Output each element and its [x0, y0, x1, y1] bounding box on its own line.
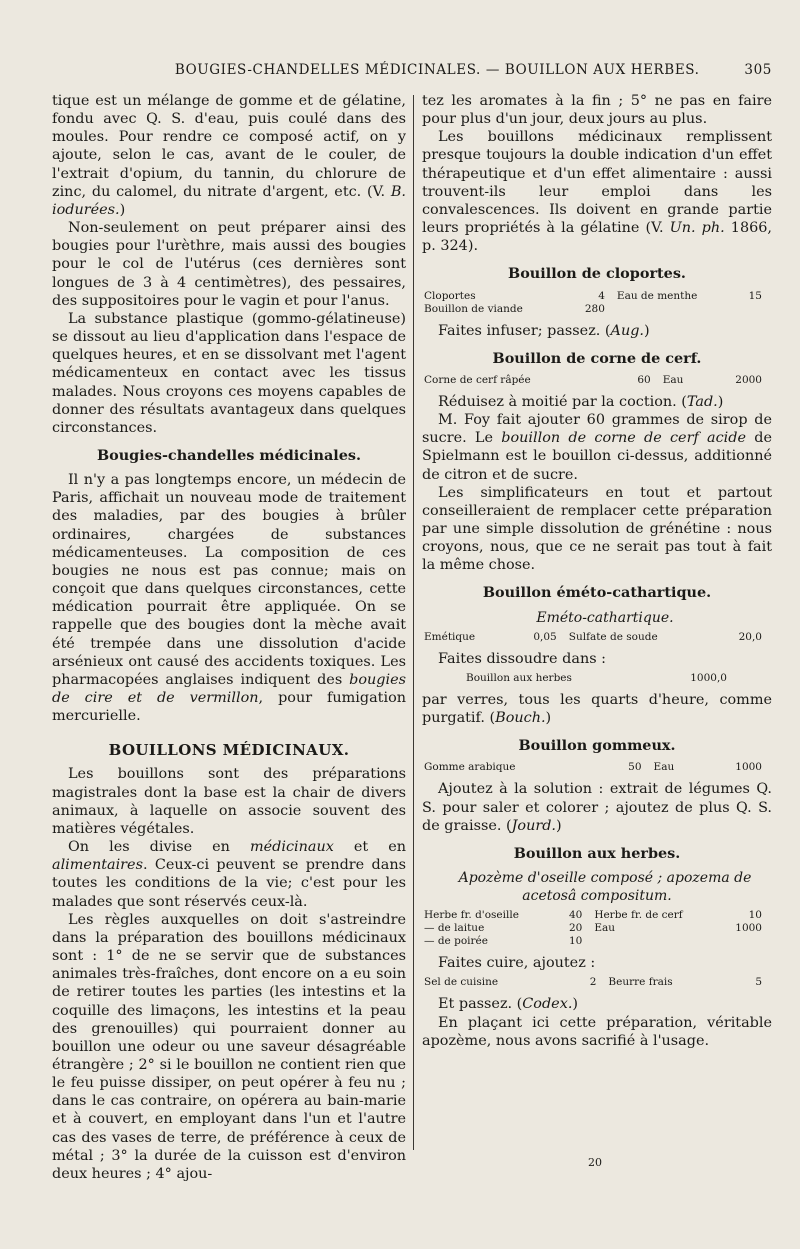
paragraph: Faites cuire, ajoutez :: [438, 955, 596, 972]
recipe-title-cloportes: Bouillon de cloportes.: [508, 265, 686, 283]
recipe-row: [422, 976, 772, 989]
text: 1866, p. 324).: [422, 220, 772, 255]
paragraph: [422, 411, 772, 484]
ingredient: Cloportes: [424, 289, 476, 302]
paragraph: [422, 393, 772, 411]
ingredient: Eau: [653, 761, 675, 774]
text: ): [572, 996, 579, 1013]
paragraph: [422, 995, 772, 1013]
recipe-row: [422, 631, 772, 644]
text: Faites infuser; passez. (: [438, 322, 611, 339]
recipe-table: [422, 374, 772, 387]
text: . Ceux-ci peuvent se prendre dans toutes les conditions de la vie; c'est pour les malades que sont réservés ceux-là.: [52, 857, 406, 910]
recipe-row: [422, 290, 772, 303]
ingredient: Herbe fr. d'oseille: [424, 909, 519, 922]
ingredient: Gomme arabique: [424, 761, 516, 774]
quantity: 10: [748, 909, 762, 922]
recipe-row: [422, 922, 772, 935]
paragraph: tez les aromates à la fin ; 5° ne pas en faire pour plus d'un jour, deux jours au plus.: [422, 93, 772, 128]
text: Ajoutez à la solution : extrait de légumes Q. S. pour saler et colorer ; ajoutez de plus Q. S. de graisse. (: [422, 781, 772, 834]
text: Les bouillons médicinaux remplissent presque toujours la double indication d'un effet thérapeutique et d'un effet alimentaire : aussi trouvent-ils leur emploi dans les convalescences. Ils doivent en grande partie leurs propriétés à la gélatine (V.: [422, 129, 772, 237]
paragraph: [52, 838, 406, 911]
paragraph: [422, 322, 772, 340]
emphasis: bouillon de corne de cerf acide: [501, 430, 747, 447]
recipe-row: [422, 374, 772, 387]
ingredient: Bouillon aux herbes: [466, 671, 572, 684]
text: M. Foy fait ajouter 60 grammes de sirop de sucre. Le: [422, 412, 772, 447]
paragraph: En plaçant ici cette préparation, véritable apozème, nous avons sacrifié à l'usage.: [422, 1014, 772, 1049]
quantity: 20,0: [738, 630, 762, 643]
ingredient: — de laitue: [424, 922, 485, 935]
recipe-subtitle: Apozème d'oseille composé ; apozema de acetosâ compositum.: [458, 870, 752, 905]
text: , pour fumigation mercurielle.: [52, 690, 407, 725]
section-heading-bougies: Bougies-chandelles médicinales.: [96, 446, 362, 464]
running-title: BOUGIES-CHANDELLES MÉDICINALES. — BOUILLON AUX HERBES.: [174, 62, 700, 78]
recipe-title-cerf: Bouillon de corne de cerf.: [492, 349, 702, 367]
reference: Jourd.: [511, 817, 557, 834]
text: tique est un mélange de gomme et de gélatine, fondu avec Q. S. d'eau, puis coulé dans des moules. Pour rendre ce composé actif, on y ajoute, selon le cas, avant de le couler, de l'extrait d'opium, du tannin, du chlorure de zinc, du calomel, du nitrate d'argent, etc. (V.: [52, 93, 406, 200]
running-head: [120, 62, 772, 78]
ingredient: Bouillon de viande: [424, 302, 523, 315]
quantity: 10: [568, 935, 583, 948]
paragraph: [422, 128, 772, 255]
recipe-row: [464, 672, 737, 685]
recipe-table: [422, 909, 772, 948]
recipe-row: [422, 909, 772, 922]
quantity: 15: [748, 289, 762, 302]
paragraph: [422, 780, 772, 834]
right-column: [422, 92, 772, 1050]
paragraph: [422, 691, 772, 727]
text: ): [119, 201, 126, 218]
quantity: 280: [584, 302, 605, 315]
emphasis: alimentaires: [52, 857, 143, 874]
recipe-table: [422, 290, 772, 316]
paragraph: Les bouillons sont des préparations magistrales dont la base est la chair de divers animaux, à laquelle on associe souvent des matières végétales.: [52, 766, 406, 837]
emphasis: bougies de cire et de vermillon: [52, 671, 406, 706]
page-number: 305: [744, 62, 772, 78]
paragraph: [52, 92, 406, 219]
quantity: 1000,0: [690, 671, 727, 684]
quantity: 20: [568, 922, 583, 935]
quantity: 1000: [735, 922, 762, 935]
ingredient: Eau: [594, 922, 615, 935]
recipe-table: [422, 976, 772, 989]
quantity: 50: [628, 761, 642, 774]
reference: Tad.: [686, 393, 718, 410]
reference: Aug.: [610, 322, 644, 339]
text: ): [545, 710, 552, 727]
ingredient: Sel de cuisine: [424, 976, 499, 989]
ingredient: Emétique: [424, 630, 476, 643]
quantity: 2000: [735, 373, 762, 386]
recipe-table: [422, 761, 772, 774]
recipe-row: [422, 761, 772, 774]
ingredient: Sulfate de soude: [568, 630, 658, 643]
left-column: [52, 92, 406, 1183]
quantity: 2: [589, 976, 597, 989]
ingredient: Eau de menthe: [616, 289, 698, 302]
column-divider: [413, 95, 414, 1150]
paragraph: La substance plastique (gommo-gélatineuse) se dissout au lieu d'application dans l'espace de quelques heures, et en se dissolvant met l'agent médicamenteux en contact avec les tissus malades. Nous croyons ces moyens capables de donner des résultats avantageux dans quelques circonstances.: [52, 310, 406, 436]
text: Réduisez à moitié par la coction. (: [438, 393, 687, 410]
text: ): [556, 817, 562, 834]
quantity: 0,05: [533, 630, 557, 643]
recipe-subtitle: Eméto-cathartique.: [536, 609, 674, 626]
recipe-table: [464, 672, 737, 685]
recipe-row: [422, 303, 772, 316]
quantity: 4: [598, 289, 605, 302]
reference: Codex.: [522, 996, 573, 1013]
section-heading-bouillons: BOUILLONS MÉDICINAUX.: [108, 741, 350, 760]
ingredient: Beurre frais: [608, 976, 673, 989]
paragraph: Les simplificateurs en tout et partout conseilleraient de remplacer cette préparation par une simple dissolution de grénétine : nous croyons, nous, que ce ne serait pas tout à fait la même chose.: [422, 484, 772, 574]
paragraph: Faites dissoudre dans :: [438, 650, 607, 667]
emphasis: médicinaux: [249, 839, 334, 856]
reference: Bouch.: [495, 710, 546, 727]
quantity: 60: [637, 373, 651, 386]
quantity: 5: [755, 976, 762, 989]
reference: Un. ph.: [669, 220, 725, 237]
quantity: 40: [568, 909, 583, 922]
recipe-table: [422, 631, 772, 644]
paragraph: Les règles auxquelles on doit s'astreindre dans la préparation des bouillons médicinaux sont : 1° de ne se servir que de substances animales très-fraîches, dont encore on a eu soin de retirer toutes les parties (les intestins et la coquille des limaçons, les intestins et la peau des grenouilles) qui pourraient donner au bouillon une odeur ou une saveur désagréable étrangère ; 2° si le bouillon ne contient rien que le feu puisse dissiper, on peut opérer à feu nu ; dans le cas contraire, on opérera au bain-marie et à couvert, en employant dans l'un et l'autre cas des vases de terre, de préférence à ceux de métal ; 3° la durée de la cuisson est d'environ deux heures ; 4° ajou-: [52, 911, 406, 1182]
text: On les divise en: [68, 839, 250, 856]
recipe-title-gommeux: Bouillon gommeux.: [518, 737, 676, 755]
text: ): [644, 322, 650, 339]
reference: B. iodurées.: [52, 183, 406, 218]
paragraph: [52, 471, 406, 725]
recipe-title-emeto: Bouillon éméto-cathartique.: [482, 584, 712, 602]
text: Il n'y a pas longtemps encore, un médecin de Paris, affichait un nouveau mode de traitement des maladies, par des bougies à brûler ordinaires, chargées de substances médicamenteuses. La composition de ces bougies ne nous est pas connue; mais on conçoit que dans quelques circonstances, cette médication pourrait être appliquée. On se rappelle que des bougies dont la mèche avait été trempée dans une dissolution d'acide arsénieux ont causé des accidents toxiques. Les pharmacopées anglaises indiquent des: [52, 472, 406, 688]
paragraph: Non-seulement on peut préparer ainsi des bougies pour l'urèthre, mais aussi des bougies pour le col de l'utérus (ces dernières sont longues de 3 à 4 centimètres), des pessaires, des suppositoires pour le vagin et pour l'anus.: [52, 220, 406, 309]
signature-mark: 20: [588, 1156, 602, 1169]
ingredient: — de poirée: [424, 935, 488, 948]
ingredient: Herbe fr. de cerf: [594, 909, 683, 922]
text: par verres, tous les quarts d'heure, comme purgatif. (: [422, 691, 772, 727]
text: et en: [333, 839, 407, 856]
recipe-row: [422, 935, 772, 948]
text: ): [717, 393, 724, 410]
quantity: 1000: [735, 761, 762, 774]
recipe-title-herbes: Bouillon aux herbes.: [513, 844, 681, 862]
text: Et passez. (: [438, 996, 523, 1013]
ingredient: Corne de cerf râpée: [424, 373, 531, 386]
ingredient: Eau: [662, 373, 684, 386]
text: de Spielmann est le bouillon ci-dessus, additionné de citron et de sucre.: [422, 430, 772, 483]
